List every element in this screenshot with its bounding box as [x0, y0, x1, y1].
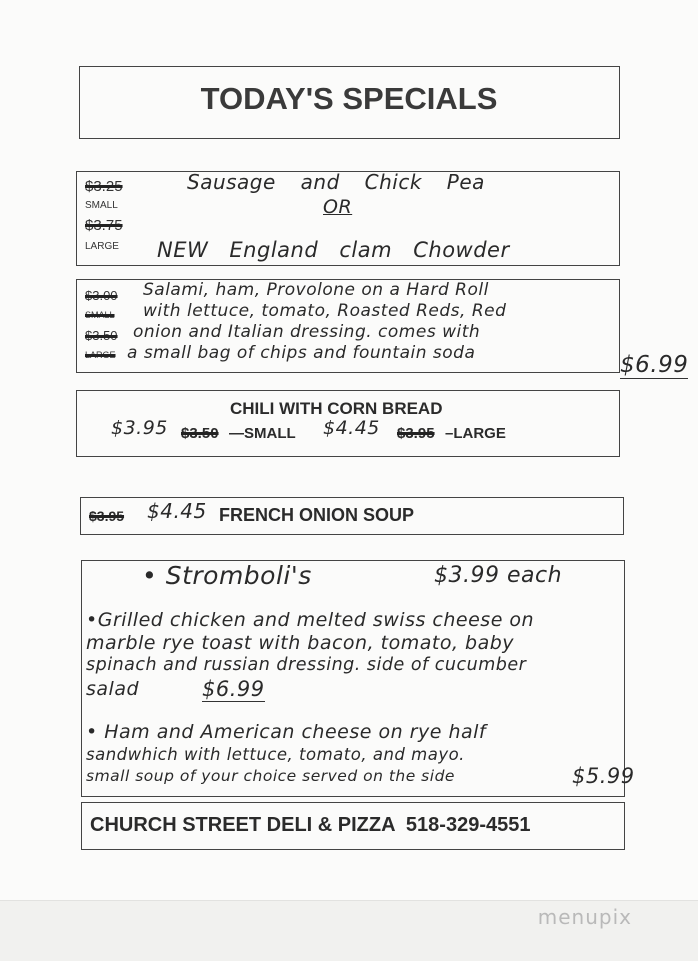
sandwich-box	[76, 279, 620, 373]
chili-large-label: –LARGE	[445, 425, 506, 442]
title-box	[79, 66, 620, 139]
chili-large-old-price: $3.95	[397, 425, 435, 442]
item2-line-2: marble rye toast with bacon, tomato, baby	[86, 632, 515, 654]
item3-text-1: Ham and American cheese on rye half	[104, 721, 487, 743]
chili-small-old-price: $3.50	[181, 425, 219, 442]
stromboli-name: • Stromboli's	[142, 561, 312, 590]
chili-small-new-price: $3.95	[111, 417, 168, 439]
soup-or: OR	[323, 196, 353, 218]
item2-price: $6.99	[202, 677, 265, 701]
item2-text-1: Grilled chicken and melted swiss cheese on	[97, 609, 535, 631]
sandwich-line-3: onion and Italian dressing. comes with	[133, 322, 481, 342]
onion-title: FRENCH ONION SOUP	[219, 505, 415, 525]
menupix-watermark: menupix	[537, 905, 632, 929]
sandwich-old-price-small: $3.00	[85, 288, 118, 303]
sandwich-line-1: Salami, ham, Provolone on a Hard Roll	[143, 280, 489, 300]
sandwich-price: $6.99	[620, 352, 689, 378]
item2-line-4: salad	[86, 678, 140, 700]
soup-option-2: NEW England clam Chowder	[157, 238, 510, 262]
soup-large-price: $3.75	[85, 217, 123, 234]
sandwich-line-4: a small bag of chips and fountain soda	[127, 343, 476, 363]
sandwich-old-label-large: LARGE	[85, 350, 116, 360]
item3-price: $5.99	[572, 764, 635, 788]
soup-box	[76, 171, 620, 266]
sandwich-old-price-large: $3.50	[85, 328, 118, 343]
soup-small-label: SMALL	[85, 200, 118, 211]
onion-old-price: $3.95	[89, 508, 125, 524]
deli-name-phone: CHURCH STREET DELI & PIZZA 518-329-4551	[90, 814, 531, 836]
item3-line-2: sandwhich with lettuce, tomato, and mayo.	[86, 745, 465, 764]
soup-large-label: LARGE	[85, 241, 119, 252]
page-title: TODAY'S SPECIALS	[200, 81, 498, 116]
specials-box	[81, 560, 635, 797]
soup-small-price: $3.25	[85, 178, 123, 195]
item3-line-1: • Ham and American cheese on rye half	[86, 721, 487, 743]
chili-small-label: —SMALL	[229, 425, 296, 442]
onion-soup-box	[80, 497, 624, 535]
item3-line-3: small soup of your choice served on the side	[86, 767, 455, 785]
stromboli-price: $3.99 each	[434, 563, 563, 588]
item2-line-1: •Grilled chicken and melted swiss cheese on	[86, 609, 535, 631]
sandwich-old-label-small: SMALL	[85, 310, 115, 320]
chili-large-new-price: $4.45	[323, 417, 380, 439]
chili-box	[76, 390, 620, 457]
footer-box	[81, 802, 625, 850]
chili-title: CHILI WITH CORN BREAD	[230, 399, 443, 418]
item2-line-3: spinach and russian dressing. side of cucumber	[86, 655, 527, 675]
onion-new-price: $4.45	[147, 499, 207, 523]
sandwich-line-2: with lettuce, tomato, Roasted Reds, Red	[143, 301, 507, 321]
stromboli-label: Stromboli's	[165, 561, 312, 590]
soup-option-1: Sausage and Chick Pea	[187, 170, 485, 194]
